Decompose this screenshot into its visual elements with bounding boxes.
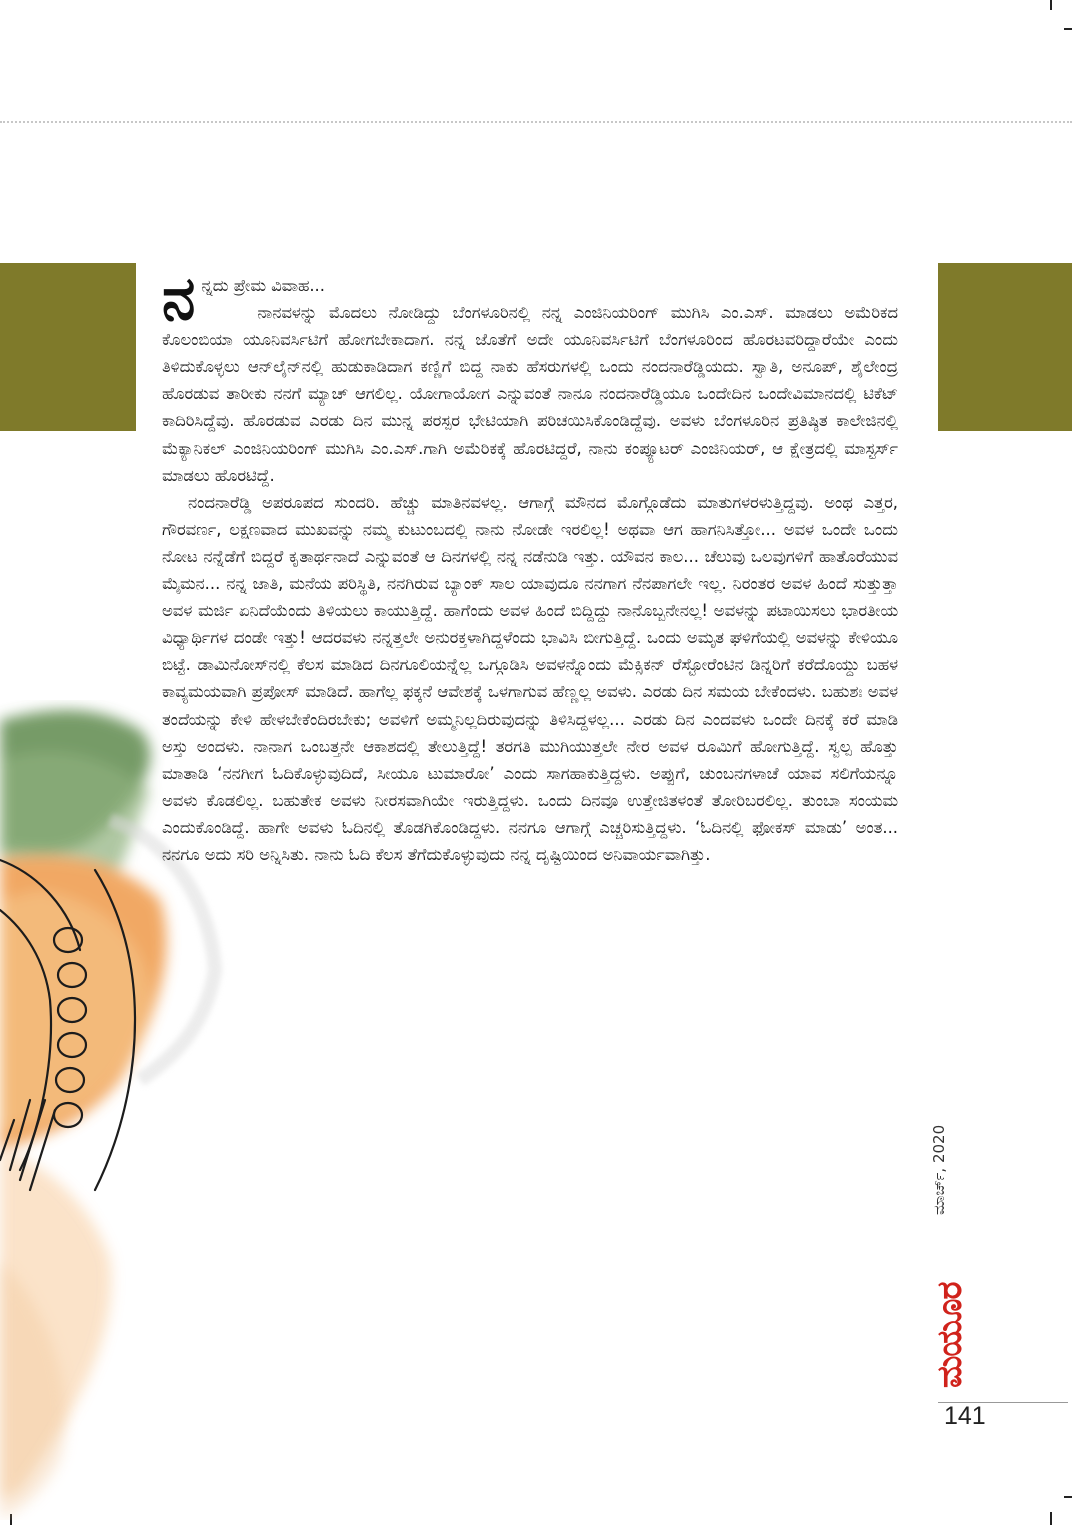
left-olive-block: [0, 263, 136, 431]
article-paragraph-1: ನಾನವಳನ್ನು ಮೊದಲು ನೋಡಿದ್ದು ಬೆಂಗಳೂರಿನಲ್ಲಿ ನನ್ನ ಎಂಜಿನಿಯರಿಂಗ್ ಮುಗಿಸಿ ಎಂ.ಎಸ್. ಮಾಡಲು ಅಮೆರಿಕದ ಕೊಲಂಬಿಯಾ ಯೂನಿವರ್ಸಿಟಿಗೆ ಹೋಗಬೇಕಾದಾಗ. ನನ್ನ ಜೊತೆಗೆ ಅದೇ ಯೂನಿವರ್ಸಿಟಿಗೆ ಬೆಂಗಳೂರಿಂದ ಹೊರಟವರಿದ್ದಾರೆಯೇ ಎಂದು ತಿಳಿದುಕೊಳ್ಳಲು ಆನ್‌ಲೈನ್‌ನಲ್ಲಿ ಹುಡುಕಾಡಿದಾಗ ಕಣ್ಣಿಗೆ ಬಿದ್ದ ನಾಕು ಹೆಸರುಗಳಲ್ಲಿ ಒಂದು ನಂದನಾರೆಡ್ಡಿಯದು. ಸ್ವಾತಿ, ಅನೂಪ್, ಶೈಲೇಂದ್ರ ಹೊರಡುವ ತಾರೀಕು ನನಗೆ ಮ್ಯಾಚ್ ಆಗಲಿಲ್ಲ. ಯೋಗಾಯೋಗ ಎನ್ನುವಂತೆ ನಾನೂ ನಂದನಾರೆಡ್ಡಿಯೂ ಒಂದೇದಿನ ಒಂದೇವಿಮಾನದಲ್ಲಿ ಟಿಕೆಟ್ ಕಾದಿರಿಸಿದ್ದೆವು. ಹೊರಡುವ ಎರಡು ದಿನ ಮುನ್ನ ಪರಸ್ಪರ ಭೇಟಿಯಾಗಿ ಪರಿಚಯಿಸಿಕೊಂಡಿದ್ದೆವು. ಅವಳು ಬೆಂಗಳೂರಿನ ಪ್ರತಿಷ್ಠಿತ ಕಾಲೇಜಿನಲ್ಲಿ ಮೆಕ್ಯಾನಿಕಲ್ ಎಂಜಿನಿಯರಿಂಗ್ ಮುಗಿಸಿ ಎಂ.ಎಸ್.ಗಾಗಿ ಅಮೆರಿಕಕ್ಕೆ ಹೊರಟಿದ್ದರೆ, ನಾನು ಕಂಪ್ಯೂಟರ್ ಎಂಜಿನಿಯರ್, ಆ ಕ್ಷೇತ್ರದಲ್ಲಿ ಮಾಸ್ಟರ್ಸ್ ಮಾಡಲು ಹೊರಟಿದ್ದೆ.: [162, 303, 898, 485]
opening-line: ನ್ನದು ಪ್ರೇಮ ವಿವಾಹ...: [201, 276, 325, 295]
crop-mark-bottom-right: [1050, 1512, 1052, 1525]
article-paragraph-2: ನಂದನಾರೆಡ್ಡಿ ಅಪರೂಪದ ಸುಂದರಿ. ಹೆಚ್ಚು ಮಾತಿನವಳಲ್ಲ. ಆಗಾಗ್ಗೆ ಮೌನದ ಮೊಗ್ಗೊಡೆದು ಮಾತುಗಳರಳುತ್ತಿದ್ದವು. ಅಂಥ ಎತ್ತರ, ಗೌರವರ್ಣ, ಲಕ್ಷಣವಾದ ಮುಖವನ್ನು ನಮ್ಮ ಕುಟುಂಬದಲ್ಲಿ ನಾನು ನೋಡೇ ಇರಲಿಲ್ಲ! ಅಥವಾ ಆಗ ಹಾಗನಿಸಿತ್ತೋ... ಅವಳ ಒಂದೇ ಒಂದು ನೋಟ ನನ್ನೆಡೆಗೆ ಬಿದ್ದರೆ ಕೃತಾರ್ಥನಾದೆ ಎನ್ನುವಂತೆ ಆ ದಿನಗಳಲ್ಲಿ ನನ್ನ ನಡೆನುಡಿ ಇತ್ತು. ಯೌವನ ಕಾಲ... ಚೆಲುವು ಒಲವುಗಳಿಗೆ ಹಾತೊರೆಯುವ ಮೈಮನ... ನನ್ನ ಜಾತಿ, ಮನೆಯ ಪರಿಸ್ಥಿತಿ, ನನಗಿರುವ ಬ್ಯಾಂಕ್ ಸಾಲ ಯಾವುದೂ ನನಗಾಗ ನೆನಪಾಗಲೇ ಇಲ್ಲ. ನಿರಂತರ ಅವಳ ಹಿಂದೆ ಸುತ್ತುತ್ತಾ ಅವಳ ಮರ್ಜಿ ಏನಿದೆಯೆಂದು ತಿಳಿಯಲು ಕಾಯುತ್ತಿದ್ದೆ. ಹಾಗೆಂದು ಅವಳ ಹಿಂದೆ ಬಿದ್ದಿದ್ದು ನಾನೊಬ್ಬನೇನಲ್ಲ! ಅವಳನ್ನು ಪಟಾಯಿಸಲು ಭಾರತೀಯ ವಿಧ್ಯಾರ್ಥಿಗಳ ದಂಡೇ ಇತ್ತು! ಆದರವಳು ನನ್ನತ್ತಲೇ ಅನುರಕ್ತಳಾಗಿದ್ದಳೆಂದು ಭಾವಿಸಿ ಬೀಗುತ್ತಿದ್ದೆ. ಒಂದು ಅಮೃತ ಘಳಿಗೆಯಲ್ಲಿ ಅವಳನ್ನು ಕೇಳಿಯೂ ಬಿಟ್ಟೆ. ಡಾಮಿನೋಸ್‌ನಲ್ಲಿ ಕೆಲಸ ಮಾಡಿದ ದಿನಗೂಲಿಯನ್ನೆಲ್ಲ ಒಗ್ಗೂಡಿಸಿ ಅವಳನ್ನೊಂದು ಮೆಕ್ಸಿಕನ್ ರೆಸ್ಟೋರೆಂಟಿನ ಡಿನ್ನರಿಗೆ ಕರೆದೊಯ್ದು ಬಹಳ ಕಾವ್ಯಮಯವಾಗಿ ಪ್ರಪೋಸ್ ಮಾಡಿದೆ. ಹಾಗೆಲ್ಲ ಫಕ್ಕನೆ ಆವೇಶಕ್ಕೆ ಒಳಗಾಗುವ ಹೆಣ್ಣಲ್ಲ ಅವಳು. ಎರಡು ದಿನ ಸಮಯ ಬೇಕೆಂದಳು. ಬಹುಶಃ ಅವಳ ತಂದೆಯನ್ನು ಕೇಳಿ ಹೇಳಬೇಕೆಂದಿರಬೇಕು; ಅವಳಿಗೆ ಅಮ್ಮನಿಲ್ಲದಿರುವುದನ್ನು ತಿಳಿಸಿದ್ದಳಲ್ಲ... ಎರಡು ದಿನ ಎಂದವಳು ಒಂದೇ ದಿನಕ್ಕೆ ಕರೆ ಮಾಡಿ ಅಸ್ತು ಅಂದಳು. ನಾನಾಗ ಒಂಬತ್ತನೇ ಆಕಾಶದಲ್ಲಿ ತೇಲುತ್ತಿದ್ದೆ! ತರಗತಿ ಮುಗಿಯುತ್ತಲೇ ನೇರ ಅವಳ ರೂಮಿಗೆ ಹೋಗುತ್ತಿದ್ದೆ. ಸ್ವಲ್ಪ ಹೊತ್ತು ಮಾತಾಡಿ ‘ನನಗೀಗ ಓದಿಕೊಳ್ಳುವುದಿದೆ, ಸೀಯೂ ಟುಮಾರೋ’ ಎಂದು ಸಾಗಹಾಕುತ್ತಿದ್ದಳು. ಅಪ್ಪುಗೆ, ಚುಂಬನಗಳಾಚೆ ಯಾವ ಸಲಿಗೆಯನ್ನೂ ಅವಳು ಕೊಡಲಿಲ್ಲ. ಬಹುತೇಕ ಅವಳು ನೀರಸವಾಗಿಯೇ ಇರುತ್ತಿದ್ದಳು. ಒಂದು ದಿನವೂ ಉತ್ತೇಜಿತಳಂತೆ ತೋರಿಬರಲಿಲ್ಲ. ತುಂಬಾ ಸಂಯಮ ಎಂದುಕೊಂಡಿದ್ದೆ. ಹಾಗೇ ಅವಳು ಓದಿನಲ್ಲಿ ತೊಡಗಿಕೊಂಡಿದ್ದಳು. ನನಗೂ ಆಗಾಗ್ಗೆ ಎಚ್ಚರಿಸುತ್ತಿದ್ದಳು. ‘ಓದಿನಲ್ಲಿ ಫೋಕಸ್ ಮಾಡು’ ಅಂತ... ನನಗೂ ಅದು ಸರಿ ಅನ್ನಿಸಿತು. ನಾನು ಓದಿ ಕೆಲಸ ತೆಗೆದುಕೊಳ್ಳುವುದು ನನ್ನ ದೃಷ್ಟಿಯಿಂದ ಅನಿವಾರ್ಯವಾಗಿತ್ತು.: [162, 492, 898, 864]
crop-mark-right-lower: [1064, 1496, 1072, 1498]
article-body: [162, 264, 898, 868]
page-number: 141: [944, 1402, 986, 1430]
drop-cap: ನ: [162, 264, 196, 334]
magazine-logo: ಮಯೂರ: [930, 1282, 970, 1388]
crop-mark-right-upper: [1064, 28, 1072, 30]
crop-mark-top-right: [1050, 0, 1052, 10]
right-olive-block: [938, 263, 1072, 431]
header-dotted-rule: [0, 121, 1072, 123]
